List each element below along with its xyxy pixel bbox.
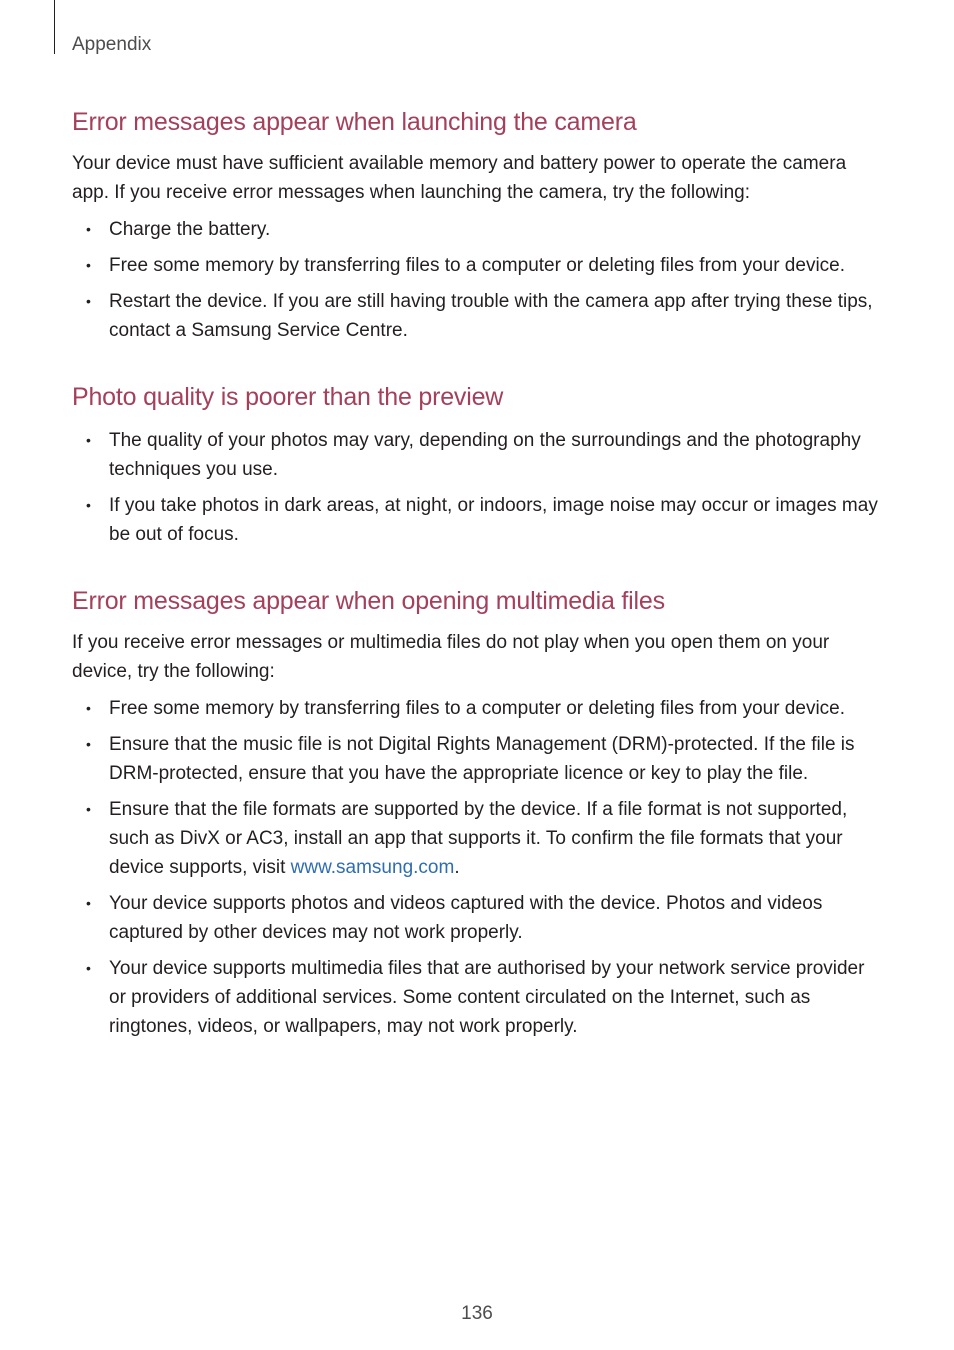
list-item bbox=[72, 889, 882, 947]
list-item bbox=[72, 730, 882, 788]
page-content bbox=[72, 108, 882, 1079]
bullet-list bbox=[72, 694, 882, 1041]
section-multimedia-errors bbox=[72, 587, 882, 1041]
list-item bbox=[72, 251, 882, 280]
list-item-text: Your device supports multimedia files that are authorised by your network service provider or providers of additional services. Some content circulated on the Internet, such as ringtones, videos, or wallpapers, may not work properly. bbox=[109, 958, 865, 1037]
list-item-text: Charge the battery. bbox=[109, 219, 271, 240]
list-item bbox=[72, 426, 882, 484]
list-item-text-after-link: . bbox=[454, 857, 460, 878]
samsung-website-link[interactable]: www.samsung.com bbox=[290, 857, 455, 878]
list-item-text: Restart the device. If you are still having trouble with the camera app after trying these tips, contact a Samsung Service Centre. bbox=[109, 291, 873, 341]
list-item-text: Free some memory by transferring files to a computer or deleting files from your device. bbox=[109, 255, 846, 276]
page-number: 136 bbox=[461, 1303, 493, 1324]
bullet-icon: • bbox=[86, 736, 91, 752]
bullet-icon: • bbox=[86, 960, 91, 976]
list-item-text: Free some memory by transferring files to a computer or deleting files from your device. bbox=[109, 698, 846, 719]
list-item bbox=[72, 491, 882, 549]
section-heading: Error messages appear when opening multimedia files bbox=[72, 587, 665, 615]
bullet-icon: • bbox=[86, 801, 91, 817]
section-heading: Error messages appear when launching the camera bbox=[72, 108, 637, 136]
list-item-text: Your device supports photos and videos captured with the device. Photos and videos captured by other devices may not work properly. bbox=[109, 893, 823, 943]
section-heading: Photo quality is poorer than the preview bbox=[72, 383, 504, 411]
list-item-text: If you take photos in dark areas, at night, or indoors, image noise may occur or images may be out of focus. bbox=[109, 495, 878, 545]
bullet-list bbox=[72, 215, 882, 345]
list-item bbox=[72, 795, 882, 882]
bullet-icon: • bbox=[86, 293, 91, 309]
section-intro: If you receive error messages or multimedia files do not play when you open them on your device, try the following: bbox=[72, 632, 830, 682]
list-item bbox=[72, 287, 882, 345]
list-item bbox=[72, 694, 882, 723]
bullet-icon: • bbox=[86, 221, 91, 237]
bullet-icon: • bbox=[86, 700, 91, 716]
bullet-list bbox=[72, 426, 882, 549]
section-label: Appendix bbox=[72, 34, 152, 55]
bullet-icon: • bbox=[86, 895, 91, 911]
section-camera-errors bbox=[72, 108, 882, 345]
section-photo-quality bbox=[72, 383, 882, 549]
section-intro: Your device must have sufficient available memory and battery power to operate the camera app. If you receive error messages when launching the camera, try the following: bbox=[72, 153, 847, 203]
list-item-text-before-link: Ensure that the file formats are supported by the device. If a file format is not supported, such as DivX or AC3, install an app that supports it. To confirm the file formats that your device supports, visit bbox=[109, 799, 848, 878]
side-rule bbox=[54, 0, 55, 54]
list-item bbox=[72, 954, 882, 1041]
list-item-text: Ensure that the music file is not Digital Rights Management (DRM)-protected. If the file is DRM-protected, ensure that you have the appropriate licence or key to play the file. bbox=[109, 734, 855, 784]
bullet-icon: • bbox=[86, 432, 91, 448]
bullet-icon: • bbox=[86, 497, 91, 513]
list-item-text: The quality of your photos may vary, depending on the surroundings and the photography techniques you use. bbox=[109, 430, 861, 480]
bullet-icon: • bbox=[86, 257, 91, 273]
list-item bbox=[72, 215, 882, 244]
